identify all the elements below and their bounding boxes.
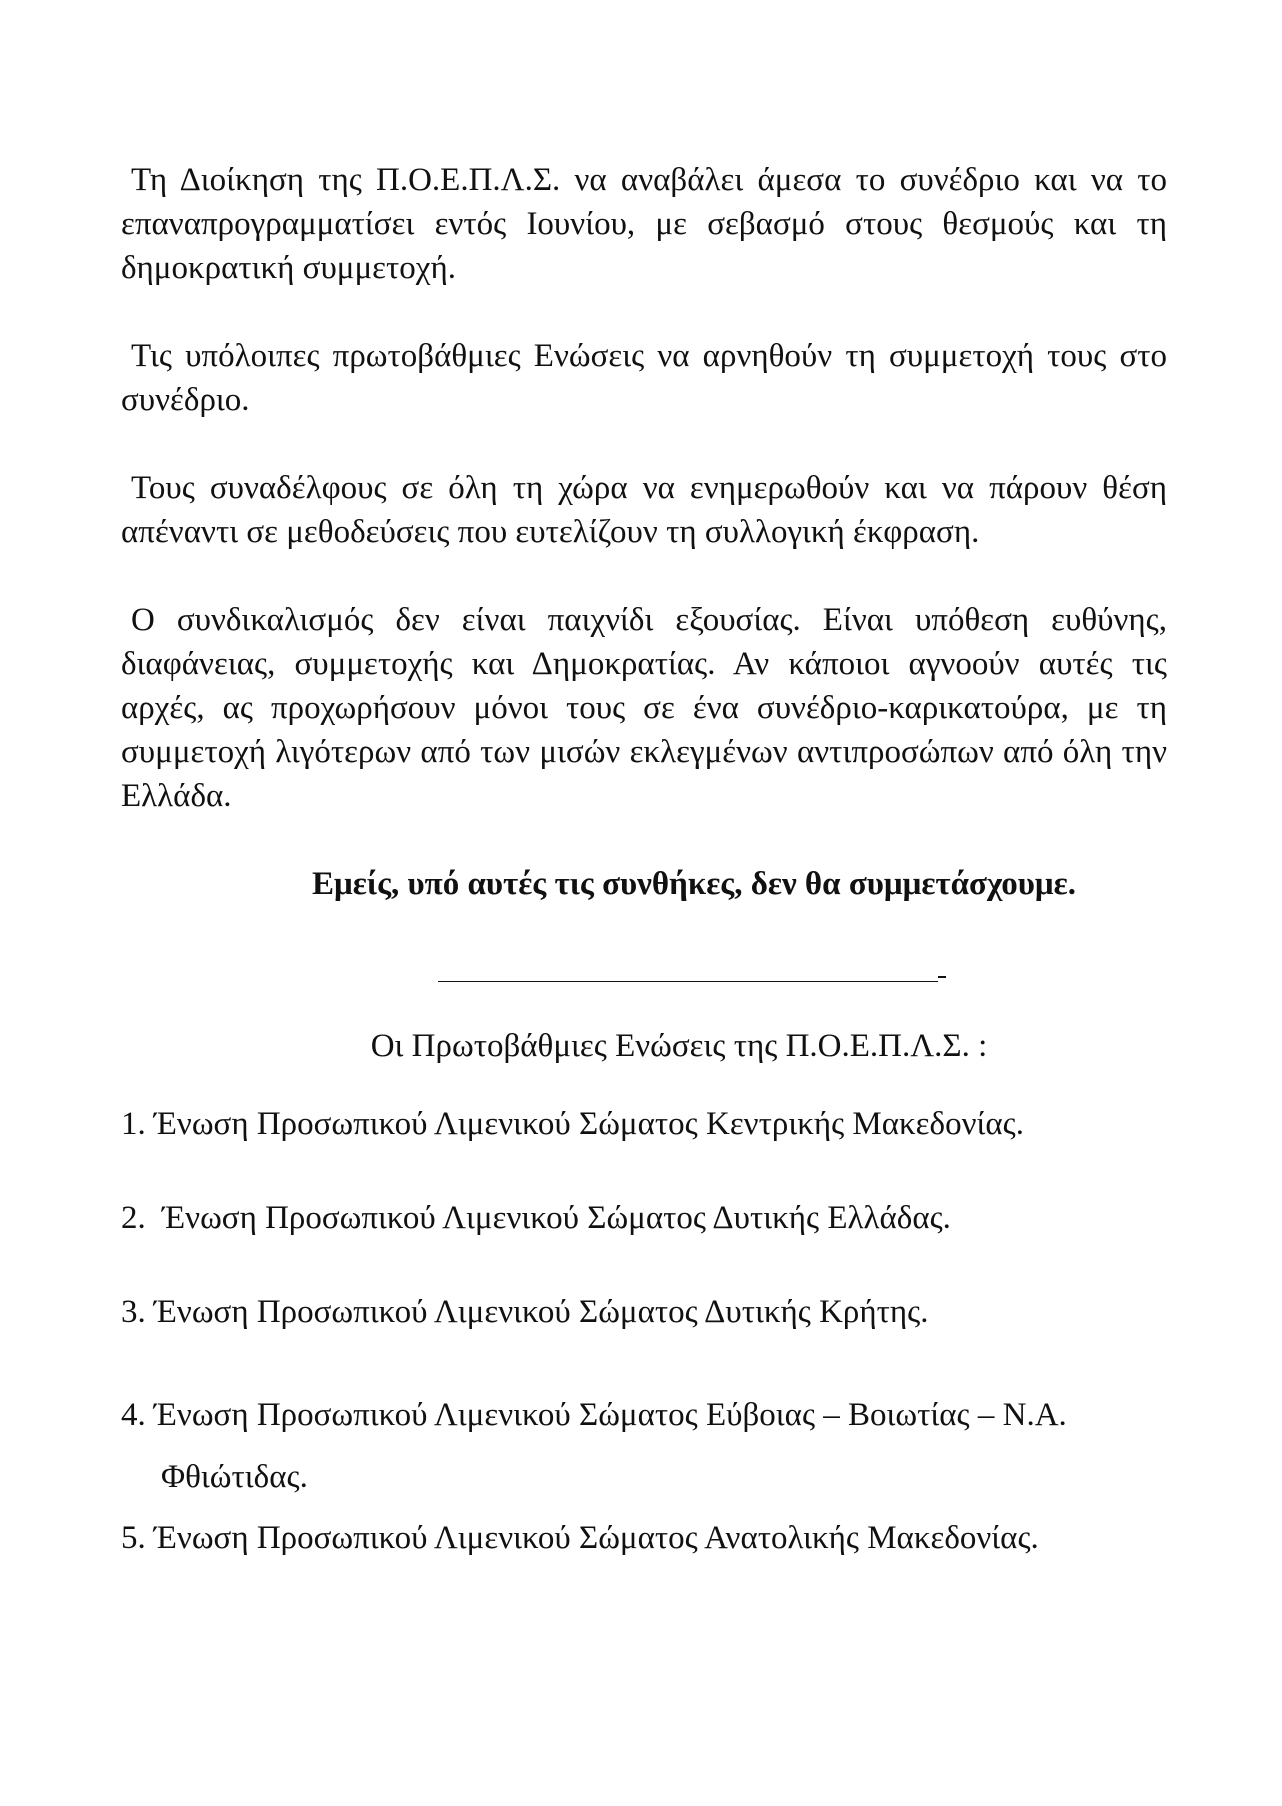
separator-tick: [938, 976, 946, 978]
list-item: [121, 1102, 1167, 1146]
list-item-number: 4.: [121, 1397, 146, 1433]
paragraph-other-unions: Τις υπόλοιπες πρωτοβάθμιες Ενώσεις να αρνηθούν τη συμμετοχή τους στο συνέδριο.: [121, 338, 1167, 418]
list-item-text: Ένωση Προσωπικού Λιμενικού Σώματος Εύβοιας – Βοιωτίας – Ν.Α. Φθιώτιδας.: [154, 1397, 1067, 1495]
separator-line: [121, 950, 1167, 980]
list-item: [121, 1290, 1167, 1334]
document-body: [121, 158, 1167, 1610]
list-item-number: 1.: [121, 1106, 146, 1142]
paragraph-postpone-congress: Τη Διοίκηση της Π.Ο.Ε.Π.Λ.Σ. να αναβάλει άμεσα το συνέδριο και να το επαναπρογραμματίσει εντός Ιουνίου, με σεβασμό στους θεσμούς και τη δημοκρατική συμμετοχή.: [121, 162, 1167, 286]
closing-statement: Εμείς, υπό αυτές τις συνθήκες, δεν θα συμμετάσχουμε.: [312, 866, 1076, 902]
unions-list: [121, 1102, 1167, 1560]
list-item-text: Ένωση Προσωπικού Λιμενικού Σώματος Δυτικής Ελλάδας.: [154, 1200, 951, 1236]
paragraph-unionism: Ο συνδικαλισμός δεν είναι παιχνίδι εξουσίας. Είναι υπόθεση ευθύνης, διαφάνειας, συμμετοχής και Δημοκρατίας. Αν κάποιοι αγνοούν αυτές τις αρχές, ας προχωρήσουν μόνοι τους σε ένα συνέδριο-καρικατούρα, με τη συμμετοχή λιγότερων από των μισών εκλεγμένων αντιπροσώπων από όλη την Ελλάδα.: [121, 602, 1167, 814]
list-item-number: 5.: [121, 1520, 146, 1556]
list-item: [121, 1384, 1167, 1508]
list-item: [121, 1196, 1167, 1240]
paragraph-colleagues: Τους συναδέλφους σε όλη τη χώρα να ενημερωθούν και να πάρουν θέση απέναντι σε μεθοδεύσεις που ευτελίζουν τη συλλογική έκφραση.: [121, 470, 1167, 550]
list-item-text: Ένωση Προσωπικού Λιμενικού Σώματος Δυτικής Κρήτης.: [154, 1294, 929, 1330]
separator-rule: [438, 959, 938, 982]
list-item-text: Ένωση Προσωπικού Λιμενικού Σώματος Κεντρικής Μακεδονίας.: [154, 1106, 1024, 1142]
list-item-text: Ένωση Προσωπικού Λιμενικού Σώματος Ανατολικής Μακεδονίας.: [154, 1520, 1039, 1556]
list-item-number: 2.: [121, 1200, 146, 1236]
list-item: [121, 1516, 1167, 1560]
unions-heading: Οι Πρωτοβάθμιες Ενώσεις της Π.Ο.Ε.Π.Λ.Σ. :: [370, 1028, 988, 1064]
list-item-number: 3.: [121, 1294, 146, 1330]
